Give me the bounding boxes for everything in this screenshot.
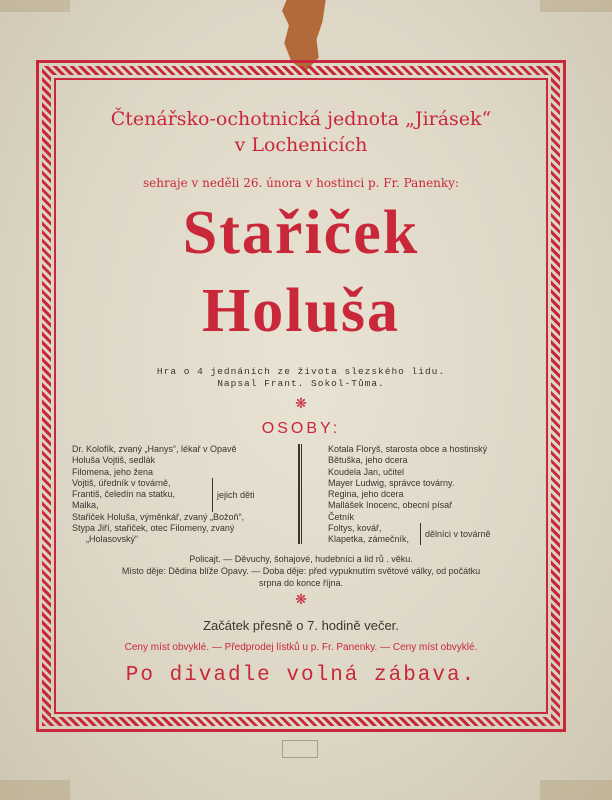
cast-item: Filomena, jeho žena bbox=[72, 466, 154, 477]
setting-line2: srpna do konce října. bbox=[258, 578, 344, 588]
ticket-prices: Ceny míst obvyklé. — Předprodej lístků u p. Fr. Panenky. — Ceny míst obvyklé. bbox=[124, 642, 478, 653]
play-title-line1: Stařiček bbox=[182, 199, 420, 267]
cast-item: Koudela Jan, učitel bbox=[328, 466, 405, 477]
cast-item: Vojtiš, úředník v továrně, bbox=[72, 477, 171, 488]
cast-item: Mallášek Inocenc, obecní písař bbox=[328, 500, 453, 511]
cast-bracket-note-right bbox=[420, 523, 491, 545]
cast-item: „Holasovský“ bbox=[86, 534, 139, 545]
start-time: Začátek přesně o 7. hodině večer. bbox=[203, 618, 399, 633]
tape-strip bbox=[0, 780, 70, 800]
play-title-line2: Holuša bbox=[201, 277, 401, 345]
cast-item: Dr. Kolofík, zvaný „Hanys“, lékař v Opavě bbox=[72, 444, 237, 454]
cast-item: Kotala Floryš, starosta obce a hostinský bbox=[328, 444, 488, 454]
cast-item: Klapetka, zámečník, bbox=[328, 534, 410, 545]
cast-item: Holuša Vojtiš, sedlák bbox=[72, 455, 156, 466]
cast-divider bbox=[298, 444, 302, 544]
organization-name: Čtenářsko-ochotnická jednota „Jirásek“ bbox=[110, 108, 492, 130]
performance-notice: sehraje v neděli 26. února v hostinci p. Fr. Panenky: bbox=[143, 176, 459, 190]
after-show-party: Po divadle volná zábava. bbox=[125, 664, 477, 687]
cast-item: Stařiček Holuša, výměnkář, zvaný „Božoň“, bbox=[72, 511, 245, 522]
persons-heading: OSOBY: bbox=[261, 420, 341, 437]
tape-strip bbox=[0, 0, 70, 12]
cast-column-left bbox=[72, 444, 294, 546]
cast-item: Četník bbox=[328, 511, 355, 522]
tape-strip bbox=[540, 0, 612, 12]
play-subtitle: Hra o 4 jednáních ze života slezského lidu. bbox=[156, 366, 446, 377]
village-name: v Lochenicích bbox=[234, 134, 368, 156]
bracket-label: jejich děti bbox=[217, 490, 255, 500]
setting-line1: Místo děje: Dědina blíže Opavy. — Doba děje: před vypuknutím světové války, od počátku bbox=[121, 566, 481, 576]
cast-item: Foltys, kovář, bbox=[328, 523, 382, 534]
bracket-label: dělníci v továrně bbox=[425, 529, 491, 539]
play-author: Napsal Frant. Sokol-Tůma. bbox=[217, 378, 385, 389]
extra-cast: Policajt. — Děvuchy, šohajové, hudebníci a lid rů . věku. bbox=[189, 554, 413, 564]
cast-item: Malka, bbox=[72, 500, 99, 511]
printer-stamp bbox=[282, 740, 318, 758]
ornament-star: ❋ bbox=[295, 396, 307, 412]
cast-bracket-note-left bbox=[212, 478, 255, 512]
cast-item: Mayer Ludwig, správce továrny. bbox=[328, 477, 455, 488]
cast-item: Regina, jeho dcera bbox=[328, 489, 404, 500]
cast-column-right bbox=[328, 444, 538, 546]
tape-strip bbox=[540, 780, 612, 800]
ornament-star: ❋ bbox=[295, 592, 307, 608]
cast-item: Františ, čeledín na statku, bbox=[72, 489, 176, 500]
cast-item: Bětuška, jeho dcera bbox=[328, 455, 408, 466]
cast-item: Stypa Jiří, stařiček, otec Filomeny, zvaný bbox=[72, 523, 235, 534]
